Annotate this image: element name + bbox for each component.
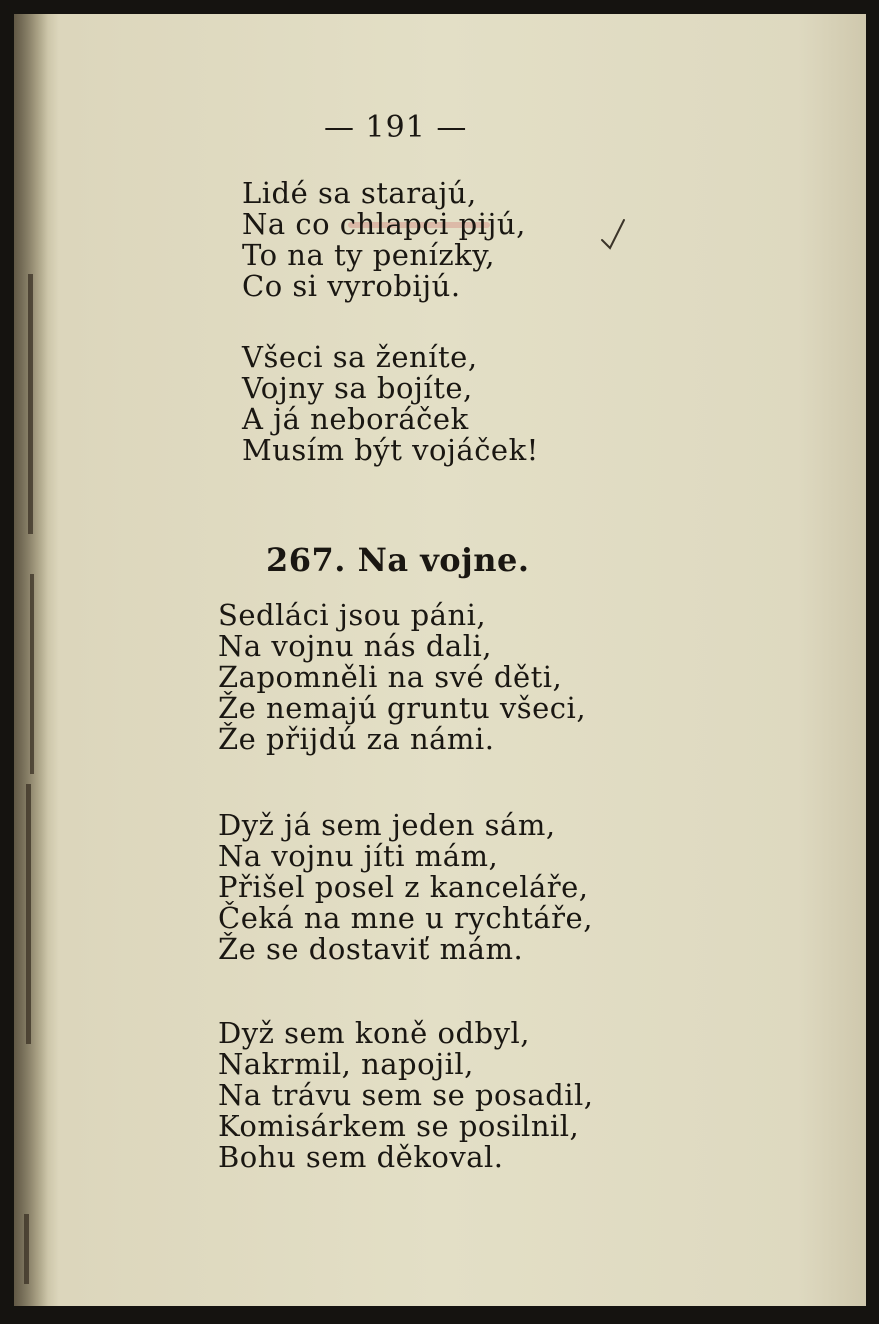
verse-line: Lidé sa starajú, [242,176,477,210]
verse-line: A já neboráček [242,402,469,436]
stanza [218,810,593,965]
verse-line: Nakrmil, napojil, [218,1047,474,1081]
page-text [14,14,866,1306]
verse-line: Dyž já sem jeden sám, [218,808,556,842]
page-number: — 191 — [324,110,468,145]
verse-line: Že přijdú za námi. [218,722,495,756]
verse-line: Přišel posel z kanceláře, [218,870,589,904]
verse-line: To na ty penízky, [242,238,495,272]
verse-line: Zapomněli na své děti, [218,660,563,694]
verse-line: Komisárkem se posilnil, [218,1109,580,1143]
verse-line: Že nemajú gruntu všeci, [218,691,587,725]
verse-line: Na vojnu jíti mám, [218,839,499,873]
verse-line: Na vojnu nás dali, [218,629,492,663]
stanza [218,1018,594,1173]
verse-line: Dyž sem koně odbyl, [218,1016,530,1050]
stanza [242,178,526,302]
verse-line: Sedláci jsou páni, [218,598,487,632]
stanza [218,600,586,755]
verse-line: Na co chlapci pijú, [242,207,526,241]
verse-line: Všeci sa ženíte, [242,340,478,374]
verse-line: Co si vyrobijú. [242,269,461,303]
verse-line: Že se dostaviť mám. [218,932,524,966]
verse-line: Na trávu sem se posadil, [218,1078,594,1112]
verse-line: Musím být vojáček! [242,433,539,467]
verse-line: Čeká na mne u rychtáře, [218,901,593,935]
verse-line: Bohu sem děkoval. [218,1140,504,1174]
book-page [14,14,866,1306]
verse-line: Vojny sa bojíte, [242,371,473,405]
stanza [242,342,539,466]
song-heading: 267. Na vojne. [266,541,530,579]
